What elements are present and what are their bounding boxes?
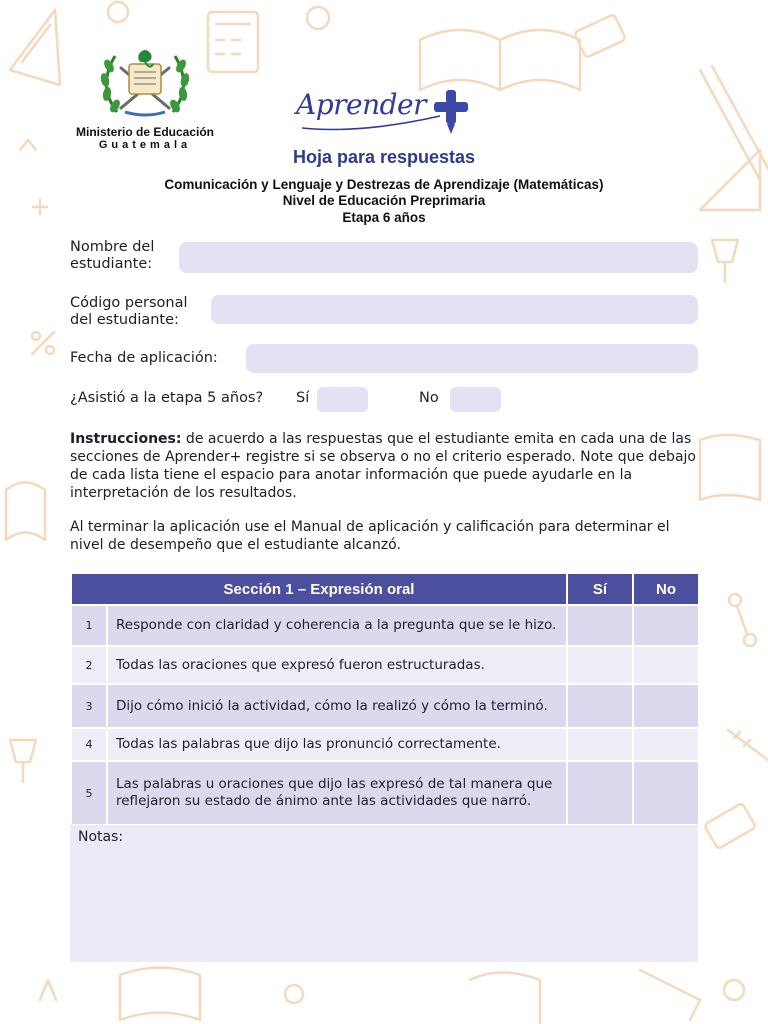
row-number: 5: [71, 761, 107, 825]
ministry-name: Ministerio de Educación: [75, 125, 215, 139]
no-cell[interactable]: [633, 728, 699, 761]
yes-cell[interactable]: [567, 605, 633, 646]
instructions-text: de acuerdo a las respuestas que el estudiante emita en cada una de las secciones de Aprender+ registre si se observa o no el criterio esperado. Note que debajo de cada lista tiene el espacio para anotar información que puede ayudarle en la interpretación de los resultados.: [70, 431, 696, 501]
no-column-header: No: [633, 573, 699, 605]
student-code-label: [70, 295, 188, 329]
aprender-logo: [290, 84, 490, 140]
table-row: [71, 605, 699, 646]
no-cell[interactable]: [633, 761, 699, 825]
instructions-paragraph: [70, 430, 700, 502]
no-cell[interactable]: [633, 646, 699, 684]
student-code-label-line2: del estudiante:: [70, 312, 179, 328]
ministry-logo: [60, 46, 230, 152]
student-name-label-line2: estudiante:: [70, 256, 153, 272]
subtitle-level: Nivel de Educación Preprimaria: [282, 193, 486, 208]
subtitle-subjects: Comunicación y Lenguaje y Destrezas de Aprendizaje (Matemáticas): [164, 177, 604, 192]
no-cell[interactable]: [633, 605, 699, 646]
attended-no-box[interactable]: [450, 387, 501, 412]
instructions-heading: Instrucciones:: [70, 431, 182, 447]
criterion-text: Las palabras u oraciones que dijo las expresó de tal manera que reflejaron su estado de ánimo ante las actividades que narró.: [107, 761, 567, 825]
coat-of-arms-icon: [95, 46, 195, 120]
table-row: [71, 761, 699, 825]
yes-cell[interactable]: [567, 684, 633, 728]
student-code-field[interactable]: [211, 295, 698, 324]
attended-question: ¿Asistió a la etapa 5 años?: [70, 390, 264, 406]
row-number: 3: [71, 684, 107, 728]
student-code-label-line1: Código personal: [70, 295, 188, 311]
brand-name: Aprender: [296, 88, 427, 121]
closing-paragraph: Al terminar la aplicación use el Manual de aplicación y calificación para determinar el nivel de desempeño que el estudiante alcanzó.: [70, 519, 670, 553]
oral-expression-table: [70, 572, 700, 826]
notes-label: Notas:: [78, 829, 124, 845]
table-row: [71, 728, 699, 761]
section-header: Sección 1 – Expresión oral: [71, 573, 567, 605]
student-name-label: [70, 239, 154, 273]
table-header-row: [71, 573, 699, 605]
yes-cell[interactable]: [567, 646, 633, 684]
row-number: 1: [71, 605, 107, 646]
no-cell[interactable]: [633, 684, 699, 728]
application-date-field[interactable]: [246, 344, 698, 373]
criterion-text: Todas las oraciones que expresó fueron estructuradas.: [107, 646, 567, 684]
table-row: [71, 684, 699, 728]
attended-yes-box[interactable]: [317, 387, 368, 412]
page-title: Hoja para respuestas: [292, 147, 476, 167]
notes-area[interactable]: [70, 825, 698, 962]
student-name-label-line1: Nombre del: [70, 239, 155, 255]
application-date-label: Fecha de aplicación:: [70, 350, 218, 366]
criterion-text: Responde con claridad y coherencia a la pregunta que se le hizo.: [107, 605, 567, 646]
plus-pencil-icon: [290, 84, 490, 140]
subtitle-stage: Etapa 6 años: [342, 210, 426, 225]
row-number: 2: [71, 646, 107, 684]
criterion-text: Todas las palabras que dijo las pronunció correctamente.: [107, 728, 567, 761]
table-row: [71, 646, 699, 684]
attended-no-label: No: [419, 390, 439, 406]
ministry-country: Guatemala: [98, 139, 192, 151]
row-number: 4: [71, 728, 107, 761]
criterion-text: Dijo cómo inició la actividad, cómo la realizó y cómo la terminó.: [107, 684, 567, 728]
yes-column-header: Sí: [567, 573, 633, 605]
student-name-field[interactable]: [179, 242, 698, 273]
yes-cell[interactable]: [567, 728, 633, 761]
yes-cell[interactable]: [567, 761, 633, 825]
attended-yes-label: Sí: [296, 390, 310, 406]
